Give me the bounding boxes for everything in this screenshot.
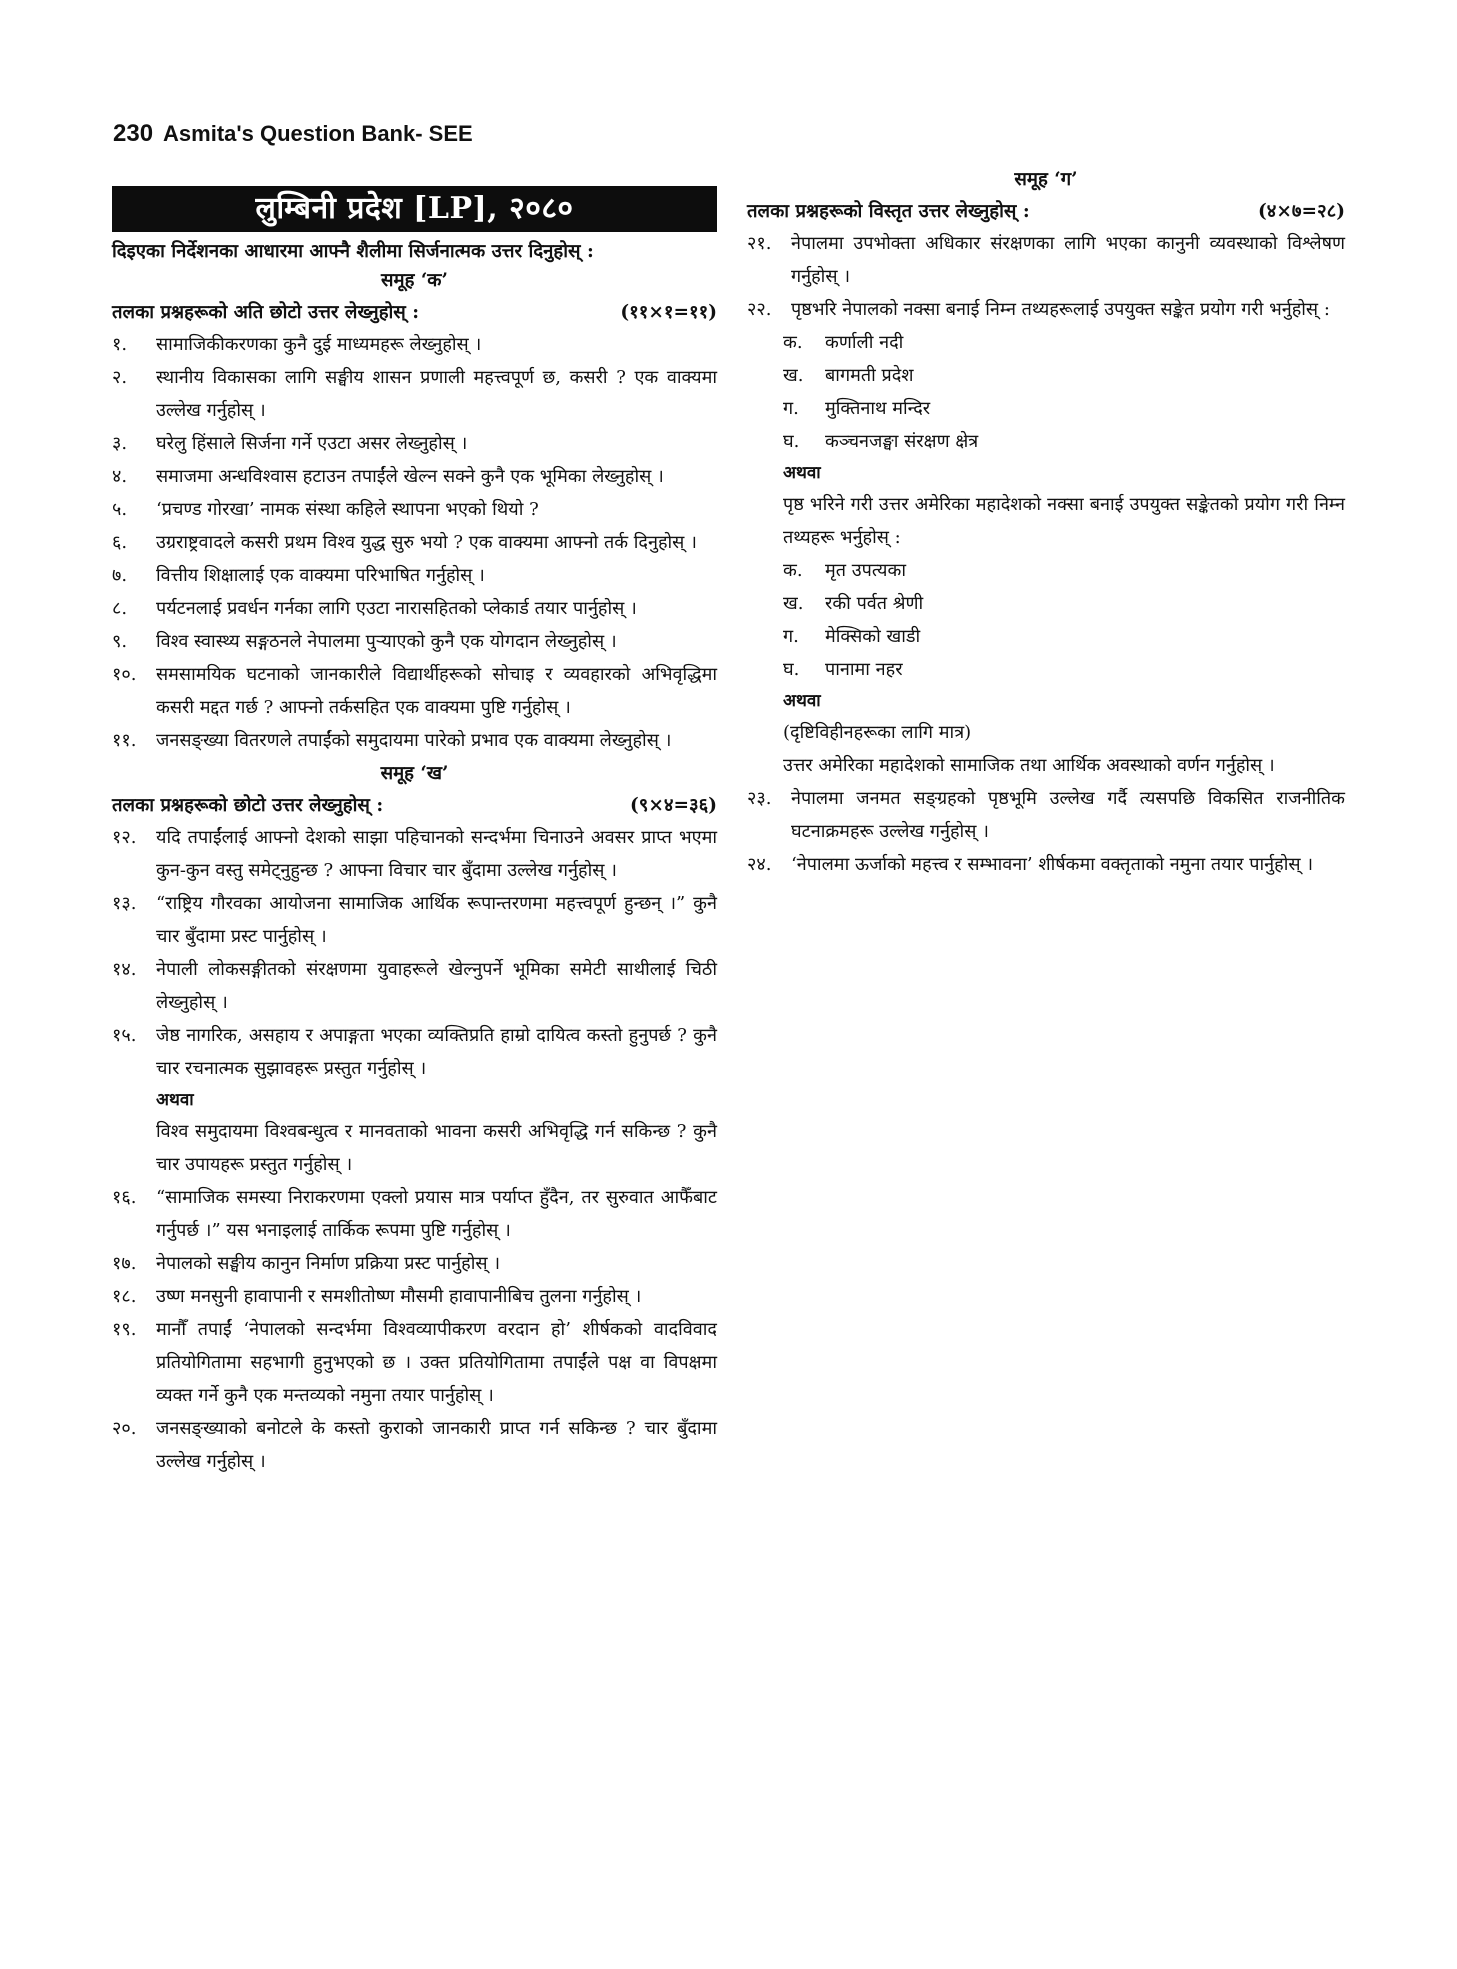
item-text: विश्व स्वास्थ्य सङ्गठनले नेपालमा पुऱ्याएको कुनै एक योगदान लेख्नुहोस् । — [156, 631, 617, 652]
question-text: नेपालमा जनमत सङ्ग्रहको पृष्ठभूमि उल्लेख गर्दै त्यसपछि विकसित राजनीतिक घटनाक्रमहरू उल्लेख गर्नुहोस् । — [791, 788, 1345, 842]
item-number: ४. — [112, 466, 128, 487]
item-number: क. — [783, 332, 803, 353]
item-text: मानौँ तपाईं ‘नेपालको सन्दर्भमा विश्वव्यापीकरण वरदान हो’ शीर्षकको वादविवाद प्रतियोगितामा सहभागी हुनुभएको छ । उक्त प्रतियोगितामा तपाईंले पक्ष वा विपक्षमा व्यक्त गर्ने कुनै एक मन्तव्यको नमुना तयार पार्नुहोस् । — [156, 1319, 717, 1406]
item-text: स्थानीय विकासका लागि सङ्घीय शासन प्रणाली महत्त्वपूर्ण छ, कसरी ? एक वाक्यमा उल्लेख गर्नुहोस् । — [156, 367, 717, 421]
left-column — [112, 178, 717, 1478]
or-label-2: अथवा — [783, 691, 821, 711]
item-text: कञ्चनजङ्घा संरक्षण क्षेत्र — [825, 431, 979, 452]
question-item — [112, 1313, 717, 1412]
question-item — [112, 821, 717, 887]
or-question: विश्व समुदायमा विश्वबन्धुत्व र मानवताको भावना कसरी अभिवृद्धि गर्न सकिन्छ ? कुनै चार उपायहरू प्रस्तुत गर्नुहोस् । — [156, 1121, 717, 1175]
question-item — [112, 724, 717, 757]
item-text: उग्रराष्ट्रवादले कसरी प्रथम विश्व युद्ध सुरु भयो ? एक वाक्यमा आफ्नो तर्क दिनुहोस् । — [156, 532, 697, 553]
group-ga-heading-text: तलका प्रश्नहरूको विस्तृत उत्तर लेख्नुहोस् : — [747, 201, 1030, 222]
sub-item — [747, 587, 1345, 620]
item-number: १८. — [112, 1286, 137, 1307]
item-text: जनसङ्ख्या वितरणले तपाईंको समुदायमा पारेको प्रभाव एक वाक्यमा लेख्नुहोस् । — [156, 730, 672, 751]
question-item — [112, 526, 717, 559]
item-number: ७. — [112, 565, 128, 586]
item-text: उष्ण मनसुनी हावापानी र समशीतोष्ण मौसमी हावापानीबिच तुलना गर्नुहोस् । — [156, 1286, 642, 1307]
or-label: अथवा — [156, 1090, 194, 1110]
group-kha-title: समूह ‘ख’ — [380, 763, 449, 784]
item-number: १५. — [112, 1025, 137, 1046]
sub-item — [747, 359, 1345, 392]
item-text: वित्तीय शिक्षालाई एक वाक्यमा परिभाषित गर्नुहोस् । — [156, 565, 485, 586]
instruction: दिइएका निर्देशनका आधारमा आफ्नै शैलीमा सिर्जनात्मक उत्तर दिनुहोस् : — [112, 241, 594, 262]
question-24 — [747, 848, 1345, 881]
item-number: ख. — [783, 365, 804, 386]
item-text: सामाजिकीकरणका कुनै दुई माध्यमहरू लेख्नुहोस् । — [156, 334, 482, 355]
question-number: २१. — [747, 233, 772, 254]
item-number: घ. — [783, 659, 800, 680]
question-text: नेपालमा उपभोक्ता अधिकार संरक्षणका लागि भएका कानुनी व्यवस्थाको विश्लेषण गर्नुहोस् । — [791, 233, 1345, 287]
question-item — [112, 625, 717, 658]
question-number: २४. — [747, 854, 772, 875]
question-item — [112, 1247, 717, 1280]
sub-item — [747, 392, 1345, 425]
group-kha-questions-a — [112, 821, 717, 1085]
sub-item — [747, 326, 1345, 359]
item-text: पर्यटनलाई प्रवर्धन गर्नका लागि एउटा नारासहितको प्लेकार्ड तयार पार्नुहोस् । — [156, 598, 637, 619]
book-title: Asmita's Question Bank- SEE — [163, 121, 473, 146]
group-ga-title: समूह ‘ग’ — [1014, 169, 1078, 190]
item-number: ८. — [112, 598, 128, 619]
item-number: ख. — [783, 593, 804, 614]
question-22 — [747, 293, 1345, 326]
question-item — [112, 658, 717, 724]
group-ka-questions — [112, 328, 717, 757]
item-text: मेक्सिको खाडी — [825, 626, 921, 647]
question-item — [112, 887, 717, 953]
sub-item — [747, 653, 1345, 686]
question-item — [112, 1181, 717, 1247]
group-kha-marks: (९×४=३६) — [630, 795, 717, 816]
question-item — [112, 953, 717, 1019]
item-number: ९. — [112, 631, 128, 652]
item-number: ११. — [112, 730, 137, 751]
question-item — [112, 559, 717, 592]
item-text: “राष्ट्रिय गौरवका आयोजना सामाजिक आर्थिक रूपान्तरणमा महत्त्वपूर्ण हुन्छन् ।” कुनै चार बुँदामा प्रस्ट पार्नुहोस् । — [156, 893, 717, 947]
or-note: (दृष्टिविहीनहरूका लागि मात्र) — [783, 722, 972, 743]
group-kha-heading-text: तलका प्रश्नहरूको छोटो उत्तर लेख्नुहोस् : — [112, 795, 384, 816]
group-kha-questions-b — [112, 1181, 717, 1478]
item-text: पानामा नहर — [825, 659, 903, 680]
question-number: २२. — [747, 299, 772, 320]
item-number: क. — [783, 560, 803, 581]
group-ga-marks: (४×७=२८) — [1258, 201, 1345, 222]
question-item — [112, 361, 717, 427]
group-kha-heading — [112, 791, 717, 821]
item-text: जनसङ्ख्याको बनोटले के कस्तो कुराको जानकारी प्राप्त गर्न सकिन्छ ? चार बुँदामा उल्लेख गर्नुहोस् । — [156, 1418, 717, 1472]
question-text: पृष्ठभरि नेपालको नक्सा बनाई निम्न तथ्यहरूलाई उपयुक्त सङ्केत प्रयोग गरी भर्नुहोस् : — [791, 299, 1330, 320]
item-number: १४. — [112, 959, 137, 980]
item-text: मृत उपत्यका — [825, 560, 906, 581]
or-question-1: पृष्ठ भरिने गरी उत्तर अमेरिका महादेशको नक्सा बनाई उपयुक्त सङ्केतको प्रयोग गरी निम्न तथ्यहरू भर्नुहोस् : — [783, 494, 1345, 548]
item-number: ३. — [112, 433, 128, 454]
item-number: १२. — [112, 827, 137, 848]
page-number: 230 — [113, 120, 154, 147]
question-22-items — [747, 326, 1345, 458]
item-text: रकी पर्वत श्रेणी — [825, 593, 924, 614]
item-number: ५. — [112, 499, 128, 520]
group-ga-heading — [747, 197, 1345, 227]
group-ka-marks: (११×१=११) — [620, 302, 717, 323]
question-item — [112, 493, 717, 526]
page-header — [113, 120, 473, 148]
question-number: २३. — [747, 788, 772, 809]
question-item — [112, 1019, 717, 1085]
right-column — [747, 165, 1345, 881]
item-text: नेपाली लोकसङ्गीतको संरक्षणमा युवाहरूले खेल्नुपर्ने भूमिका समेटी साथीलाई चिठी लेख्नुहोस् । — [156, 959, 717, 1013]
question-item — [112, 592, 717, 625]
sub-item — [747, 620, 1345, 653]
item-number: १९. — [112, 1319, 137, 1340]
item-number: १. — [112, 334, 128, 355]
item-number: २. — [112, 367, 128, 388]
item-text: यदि तपाईंलाई आफ्नो देशको साझा पहिचानको सन्दर्भमा चिनाउने अवसर प्राप्त भएमा कुन-कुन वस्तु समेट्नुहुन्छ ? आफ्ना विचार चार बुँदामा उल्लेख गर्नुहोस् । — [156, 827, 717, 881]
or-question-1-items — [747, 554, 1345, 686]
item-number: १६. — [112, 1187, 137, 1208]
item-text: बागमती प्रदेश — [825, 365, 914, 386]
item-text: “सामाजिक समस्या निराकरणमा एक्लो प्रयास मात्र पर्याप्त हुँदैन, तर सुरुवात आफैँबाट गर्नुपर्छ ।” यस भनाइलाई तार्किक रूपमा पुष्टि गर्नुहोस् । — [156, 1187, 717, 1241]
paper-title: लुम्बिनी प्रदेश [LP], २०८० — [112, 186, 717, 232]
question-item — [112, 460, 717, 493]
question-item — [112, 1412, 717, 1478]
group-ka-heading-text: तलका प्रश्नहरूको अति छोटो उत्तर लेख्नुहोस् : — [112, 302, 420, 323]
item-number: १७. — [112, 1253, 137, 1274]
sub-item — [747, 425, 1345, 458]
item-number: ग. — [783, 626, 799, 647]
item-text: नेपालको सङ्घीय कानुन निर्माण प्रक्रिया प्रस्ट पार्नुहोस् । — [156, 1253, 501, 1274]
item-text: ‘प्रचण्ड गोरखा’ नामक संस्था कहिले स्थापना भएको थियो ? — [156, 499, 539, 520]
item-number: ग. — [783, 398, 799, 419]
question-21 — [747, 227, 1345, 293]
item-text: समसामयिक घटनाको जानकारीले विद्यार्थीहरूको सोचाइ र व्यवहारको अभिवृद्धिमा कसरी मद्दत गर्छ ? आफ्नो तर्कसहित एक वाक्यमा पुष्टि गर्नुहोस् । — [156, 664, 717, 718]
item-number: १३. — [112, 893, 137, 914]
item-number: २०. — [112, 1418, 137, 1439]
question-item — [112, 427, 717, 460]
item-text: घरेलु हिंसाले सिर्जना गर्ने एउटा असर लेख्नुहोस् । — [156, 433, 468, 454]
group-ka-heading — [112, 298, 717, 328]
question-23 — [747, 782, 1345, 848]
item-number: ६. — [112, 532, 128, 553]
item-number: १०. — [112, 664, 137, 685]
question-item — [112, 328, 717, 361]
item-number: घ. — [783, 431, 800, 452]
item-text: मुक्तिनाथ मन्दिर — [825, 398, 931, 419]
item-text: समाजमा अन्धविश्वास हटाउन तपाईंले खेल्न सक्ने कुनै एक भूमिका लेख्नुहोस् । — [156, 466, 664, 487]
group-ka-title: समूह ‘क’ — [381, 270, 448, 291]
or-label-1: अथवा — [783, 463, 821, 483]
item-text: जेष्ठ नागरिक, असहाय र अपाङ्गता भएका व्यक्तिप्रति हाम्रो दायित्व कस्तो हुनुपर्छ ? कुनै चार रचनात्मक सुझावहरू प्रस्तुत गर्नुहोस् । — [156, 1025, 717, 1079]
question-text: ‘नेपालमा ऊर्जाको महत्त्व र सम्भावना’ शीर्षकमा वक्तृताको नमुना तयार पार्नुहोस् । — [791, 854, 1314, 875]
or-question-2: उत्तर अमेरिका महादेशको सामाजिक तथा आर्थिक अवस्थाको वर्णन गर्नुहोस् । — [783, 755, 1275, 776]
item-text: कर्णाली नदी — [825, 332, 904, 353]
question-item — [112, 1280, 717, 1313]
sub-item — [747, 554, 1345, 587]
